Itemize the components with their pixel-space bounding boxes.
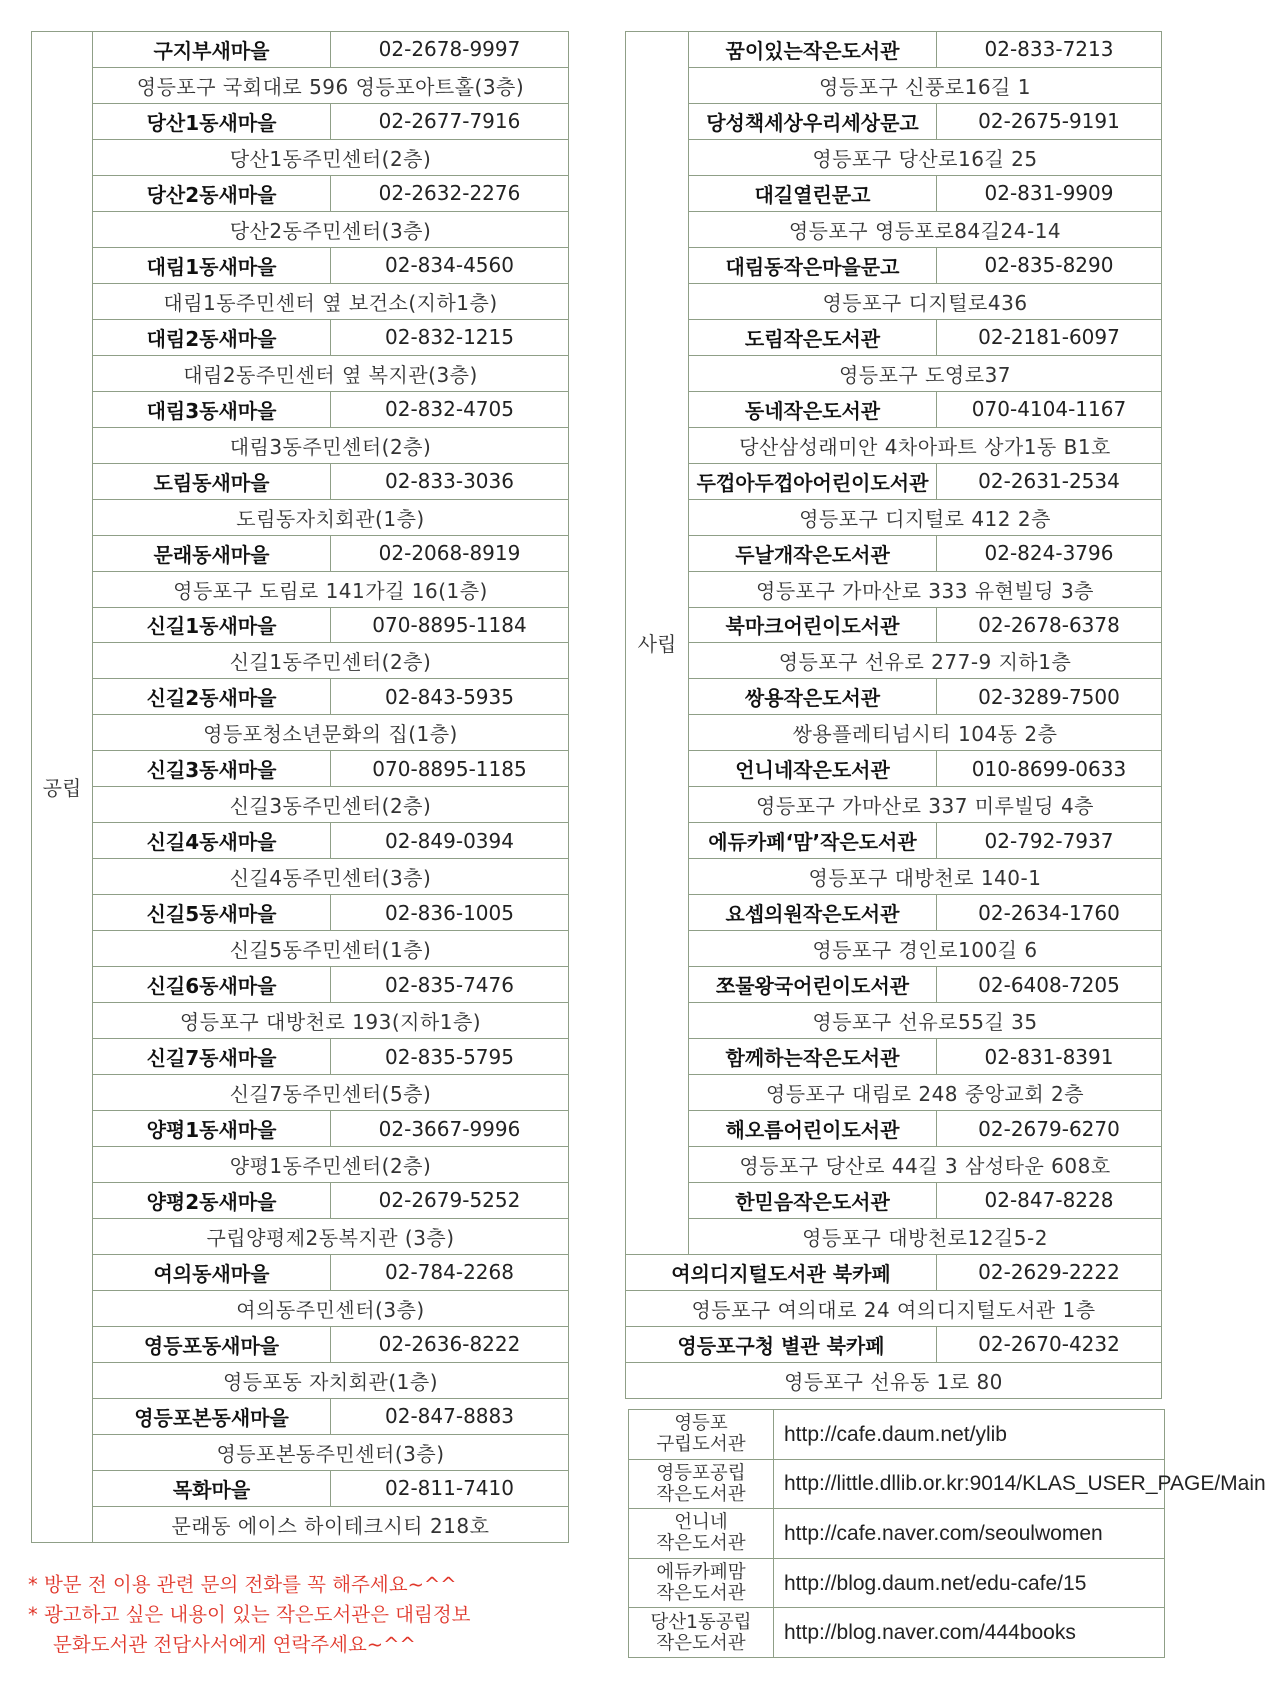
table-row: [32, 391, 569, 427]
table-row: [626, 679, 1162, 715]
library-address: 영등포구 도림로 141가길 16(1층): [93, 571, 569, 607]
table-row: [32, 463, 569, 499]
table-row: [626, 247, 1162, 283]
table-row: [626, 895, 1162, 931]
table-row: [32, 571, 569, 607]
library-address: 구립양평제2동복지관 (3층): [93, 1218, 569, 1254]
library-name: 신길5동새마을: [93, 895, 331, 931]
table-row: [32, 1398, 569, 1434]
library-address: 영등포구 도영로37: [689, 355, 1162, 391]
table-row: [626, 319, 1162, 355]
phone-number: 02-831-8391: [937, 1039, 1162, 1075]
library-name: 함께하는작은도서관: [689, 1039, 937, 1075]
table-row: [32, 499, 569, 535]
table-row: [626, 715, 1162, 751]
library-address: 영등포구 디지털로 412 2층: [689, 499, 1162, 535]
library-name: 두껍아두껍아어린이도서관: [689, 463, 937, 499]
library-label: [629, 1459, 774, 1509]
table-row: [626, 931, 1162, 967]
library-address: 양평1동주민센터(2층): [93, 1147, 569, 1183]
library-address: 문래동 에이스 하이테크시티 218호: [93, 1506, 569, 1542]
phone-number: 02-836-1005: [331, 895, 569, 931]
library-name: 양평2동새마을: [93, 1183, 331, 1219]
library-label-line: 에듀카페맘: [656, 1562, 746, 1584]
library-address: 영등포청소년문화의 집(1층): [93, 715, 569, 751]
table-row: [32, 1506, 569, 1542]
phone-number: 02-6408-7205: [937, 967, 1162, 1003]
table-row: [626, 499, 1162, 535]
table-row: [32, 355, 569, 391]
table-row: [32, 175, 569, 211]
table-row: [32, 607, 569, 643]
library-label-line: 영등포공립: [656, 1462, 746, 1484]
library-url[interactable]: http://blog.naver.com/444books: [774, 1608, 1165, 1658]
table-row: [626, 211, 1162, 247]
phone-number: 02-849-0394: [331, 823, 569, 859]
library-name: 동네작은도서관: [689, 391, 937, 427]
library-label-line: 언니네: [674, 1512, 728, 1534]
table-row: [626, 427, 1162, 463]
private-library-table: [625, 31, 1162, 1399]
table-row: [32, 211, 569, 247]
library-label: [629, 1558, 774, 1608]
library-label-line: 작은도서관: [656, 1632, 746, 1654]
table-row: [626, 1111, 1162, 1147]
library-name: 대림2동새마을: [93, 319, 331, 355]
phone-number: 02-835-7476: [331, 967, 569, 1003]
table-row: [32, 32, 569, 68]
phone-number: 02-2678-6378: [937, 607, 1162, 643]
library-name: 신길1동새마을: [93, 607, 331, 643]
phone-number: 02-811-7410: [331, 1470, 569, 1506]
phone-number: 02-843-5935: [331, 679, 569, 715]
bookcafe-address: 영등포구 선유동 1로 80: [626, 1362, 1162, 1398]
table-row: [626, 1218, 1162, 1254]
table-row: [32, 1326, 569, 1362]
library-name: 영등포동새마을: [93, 1326, 331, 1362]
library-name: 당성책세상우리세상문고: [689, 103, 937, 139]
phone-number: 02-2629-2222: [937, 1254, 1162, 1290]
library-name: 도림동새마을: [93, 463, 331, 499]
table-row: [32, 1003, 569, 1039]
library-name: 쪼물왕국어린이도서관: [689, 967, 937, 1003]
table-row: [626, 1003, 1162, 1039]
library-address: 신길4동주민센터(3층): [93, 859, 569, 895]
note-call-ahead: * 방문 전 이용 관련 문의 전화를 꼭 해주세요~^^: [28, 1573, 457, 1596]
library-label-line: 당산1동공립: [650, 1611, 752, 1633]
table-row: [32, 967, 569, 1003]
library-name: 양평1동새마을: [93, 1111, 331, 1147]
phone-number: 02-832-4705: [331, 391, 569, 427]
library-address: 대림3동주민센터(2층): [93, 427, 569, 463]
library-name: 도림작은도서관: [689, 319, 937, 355]
library-name: 대길열린문고: [689, 175, 937, 211]
table-row: [626, 283, 1162, 319]
library-address: 영등포구 선유로55길 35: [689, 1003, 1162, 1039]
table-row: [32, 1147, 569, 1183]
library-url[interactable]: http://cafe.daum.net/ylib: [774, 1410, 1165, 1460]
library-address: 영등포구 경인로100길 6: [689, 931, 1162, 967]
phone-number: 02-2678-9997: [331, 32, 569, 68]
table-row: [629, 1608, 1165, 1658]
table-row: [629, 1509, 1165, 1559]
category-label: 공립: [32, 32, 93, 1543]
phone-number: 02-831-9909: [937, 175, 1162, 211]
library-address: 대림1동주민센터 옆 보건소(지하1층): [93, 283, 569, 319]
library-name: 영등포본동새마을: [93, 1398, 331, 1434]
table-row: [32, 1434, 569, 1470]
table-row: [626, 32, 1162, 68]
library-address: 영등포구 국회대로 596 영등포아트홀(3층): [93, 67, 569, 103]
library-name: 당산2동새마을: [93, 175, 331, 211]
phone-number: 070-8895-1184: [331, 607, 569, 643]
table-row: [32, 1254, 569, 1290]
phone-number: 02-2632-2276: [331, 175, 569, 211]
table-row: [626, 607, 1162, 643]
library-address: 영등포구 대방천로 193(지하1층): [93, 1003, 569, 1039]
table-row: [32, 859, 569, 895]
library-name: 대림동작은마을문고: [689, 247, 937, 283]
phone-number: 02-824-3796: [937, 535, 1162, 571]
table-row: [626, 1326, 1162, 1362]
table-row: [32, 283, 569, 319]
library-url[interactable]: http://blog.daum.net/edu-cafe/15: [774, 1558, 1165, 1608]
table-row: [626, 643, 1162, 679]
library-address: 신길1동주민센터(2층): [93, 643, 569, 679]
table-row: [32, 895, 569, 931]
library-name: 한믿음작은도서관: [689, 1183, 937, 1219]
phone-number: 02-847-8883: [331, 1398, 569, 1434]
library-label-line: 작은도서관: [656, 1533, 746, 1555]
table-row: [626, 175, 1162, 211]
phone-number: 02-2670-4232: [937, 1326, 1162, 1362]
library-name: 당산1동새마을: [93, 103, 331, 139]
table-row: [32, 319, 569, 355]
table-row: [626, 1254, 1162, 1290]
table-row: [626, 823, 1162, 859]
phone-number: 02-835-5795: [331, 1039, 569, 1075]
library-address: 영등포구 가마산로 333 유현빌딩 3층: [689, 571, 1162, 607]
table-row: [32, 715, 569, 751]
phone-number: 02-832-1215: [331, 319, 569, 355]
library-address: 영등포구 가마산로 337 미루빌딩 4층: [689, 787, 1162, 823]
library-address: 신길3동주민센터(2층): [93, 787, 569, 823]
table-row: [626, 1039, 1162, 1075]
table-row: [629, 1558, 1165, 1608]
phone-number: 02-2181-6097: [937, 319, 1162, 355]
phone-number: 070-8895-1185: [331, 751, 569, 787]
phone-number: 02-2068-8919: [331, 535, 569, 571]
table-row: [32, 103, 569, 139]
phone-number: 010-8699-0633: [937, 751, 1162, 787]
library-name: 북마크어린이도서관: [689, 607, 937, 643]
table-row: [32, 427, 569, 463]
library-name: 대림1동새마을: [93, 247, 331, 283]
phone-number: 02-784-2268: [331, 1254, 569, 1290]
phone-number: 02-833-7213: [937, 32, 1162, 68]
library-name: 신길2동새마을: [93, 679, 331, 715]
bookcafe-address: 영등포구 여의대로 24 여의디지털도서관 1층: [626, 1290, 1162, 1326]
phone-number: 070-4104-1167: [937, 391, 1162, 427]
library-name: 신길6동새마을: [93, 967, 331, 1003]
library-label-line: 영등포: [674, 1413, 728, 1435]
library-address: 영등포구 영등포로84길24-14: [689, 211, 1162, 247]
library-name: 언니네작은도서관: [689, 751, 937, 787]
table-row: [626, 1183, 1162, 1219]
library-address: 영등포구 당산로 44길 3 삼성타운 608호: [689, 1147, 1162, 1183]
library-name: 요셉의원작은도서관: [689, 895, 937, 931]
note-advertise-continued: 문화도서관 전담사서에게 연락주세요~^^: [53, 1633, 416, 1656]
table-row: [626, 463, 1162, 499]
library-address: 영등포동 자치회관(1층): [93, 1362, 569, 1398]
table-row: [626, 1075, 1162, 1111]
library-address: 당산삼성래미안 4차아파트 상가1동 B1호: [689, 427, 1162, 463]
table-row: [626, 1147, 1162, 1183]
library-address: 쌍용플레티넘시티 104동 2층: [689, 715, 1162, 751]
table-row: [626, 67, 1162, 103]
library-name: 해오름어린이도서관: [689, 1111, 937, 1147]
table-row: [626, 787, 1162, 823]
table-row: [626, 859, 1162, 895]
library-name: 대림3동새마을: [93, 391, 331, 427]
phone-number: 02-835-8290: [937, 247, 1162, 283]
table-row: [626, 535, 1162, 571]
library-address: 여의동주민센터(3층): [93, 1290, 569, 1326]
table-row: [32, 67, 569, 103]
library-address: 영등포구 당산로16길 25: [689, 139, 1162, 175]
table-row: [32, 787, 569, 823]
table-row: [32, 1362, 569, 1398]
table-row: [32, 1111, 569, 1147]
library-address: 영등포본동주민센터(3층): [93, 1434, 569, 1470]
library-name: 꿈이있는작은도서관: [689, 32, 937, 68]
table-row: [626, 967, 1162, 1003]
library-name: 에듀카페‘맘’작은도서관: [689, 823, 937, 859]
phone-number: 02-3289-7500: [937, 679, 1162, 715]
library-label: [629, 1608, 774, 1658]
library-address: 영등포구 대림로 248 중앙교회 2층: [689, 1075, 1162, 1111]
library-name: 신길7동새마을: [93, 1039, 331, 1075]
library-name: 목화마을: [93, 1470, 331, 1506]
bookcafe-name: 영등포구청 별관 북카페: [626, 1326, 937, 1362]
table-row: [32, 643, 569, 679]
phone-number: 02-2679-6270: [937, 1111, 1162, 1147]
table-row: [32, 751, 569, 787]
library-name: 문래동새마을: [93, 535, 331, 571]
phone-number: 02-2634-1760: [937, 895, 1162, 931]
library-label-line: 구립도서관: [656, 1434, 746, 1456]
library-name: 신길3동새마을: [93, 751, 331, 787]
public-library-table: [31, 31, 569, 1543]
library-address: 당산1동주민센터(2층): [93, 139, 569, 175]
phone-number: 02-833-3036: [331, 463, 569, 499]
library-address: 영등포구 신풍로16길 1: [689, 67, 1162, 103]
phone-number: 02-847-8228: [937, 1183, 1162, 1219]
notes: [28, 1570, 588, 1660]
phone-number: 02-792-7937: [937, 823, 1162, 859]
library-address: 영등포구 디지털로436: [689, 283, 1162, 319]
phone-number: 02-2675-9191: [937, 103, 1162, 139]
table-row: [32, 535, 569, 571]
table-row: [32, 247, 569, 283]
table-row: [629, 1459, 1165, 1509]
library-address: 신길7동주민센터(5층): [93, 1075, 569, 1111]
table-row: [32, 1183, 569, 1219]
table-row: [626, 751, 1162, 787]
library-name: 여의동새마을: [93, 1254, 331, 1290]
table-row: [626, 1290, 1162, 1326]
table-row: [626, 103, 1162, 139]
table-row: [32, 1039, 569, 1075]
table-row: [629, 1410, 1165, 1460]
library-name: 신길4동새마을: [93, 823, 331, 859]
library-address: 당산2동주민센터(3층): [93, 211, 569, 247]
table-row: [626, 571, 1162, 607]
library-label-line: 작은도서관: [656, 1583, 746, 1605]
phone-number: 02-2677-7916: [331, 103, 569, 139]
library-address: 영등포구 선유로 277-9 지하1층: [689, 643, 1162, 679]
table-row: [626, 355, 1162, 391]
table-row: [626, 391, 1162, 427]
phone-number: 02-2679-5252: [331, 1183, 569, 1219]
library-name: 두날개작은도서관: [689, 535, 937, 571]
table-row: [626, 1362, 1162, 1398]
table-row: [32, 139, 569, 175]
library-label-line: 작은도서관: [656, 1483, 746, 1505]
phone-number: 02-3667-9996: [331, 1111, 569, 1147]
library-url[interactable]: http://little.dllib.or.kr:9014/KLAS_USER_PAGE/Main: [774, 1459, 1165, 1509]
table-row: [32, 1075, 569, 1111]
phone-number: 02-2631-2534: [937, 463, 1162, 499]
phone-number: 02-2636-8222: [331, 1326, 569, 1362]
table-row: [32, 823, 569, 859]
note-advertise: * 광고하고 싶은 내용이 있는 작은도서관은 대림정보: [28, 1603, 471, 1626]
library-label: [629, 1410, 774, 1460]
table-row: [32, 679, 569, 715]
category-label: 사립: [626, 32, 689, 1255]
library-address: 신길5동주민센터(1층): [93, 931, 569, 967]
library-label: [629, 1509, 774, 1559]
library-address: 도림동자치회관(1층): [93, 499, 569, 535]
library-address: 영등포구 대방천로12길5-2: [689, 1218, 1162, 1254]
table-row: [32, 1290, 569, 1326]
library-url[interactable]: http://cafe.naver.com/seoulwomen: [774, 1509, 1165, 1559]
table-row: [626, 139, 1162, 175]
library-links-table: [628, 1409, 1266, 1658]
table-row: [32, 1218, 569, 1254]
phone-number: 02-834-4560: [331, 247, 569, 283]
library-address: 영등포구 대방천로 140-1: [689, 859, 1162, 895]
library-name: 구지부새마을: [93, 32, 331, 68]
library-name: 쌍용작은도서관: [689, 679, 937, 715]
table-row: [32, 931, 569, 967]
table-row: [32, 1470, 569, 1506]
library-address: 대림2동주민센터 옆 복지관(3층): [93, 355, 569, 391]
bookcafe-name: 여의디지털도서관 북카페: [626, 1254, 937, 1290]
